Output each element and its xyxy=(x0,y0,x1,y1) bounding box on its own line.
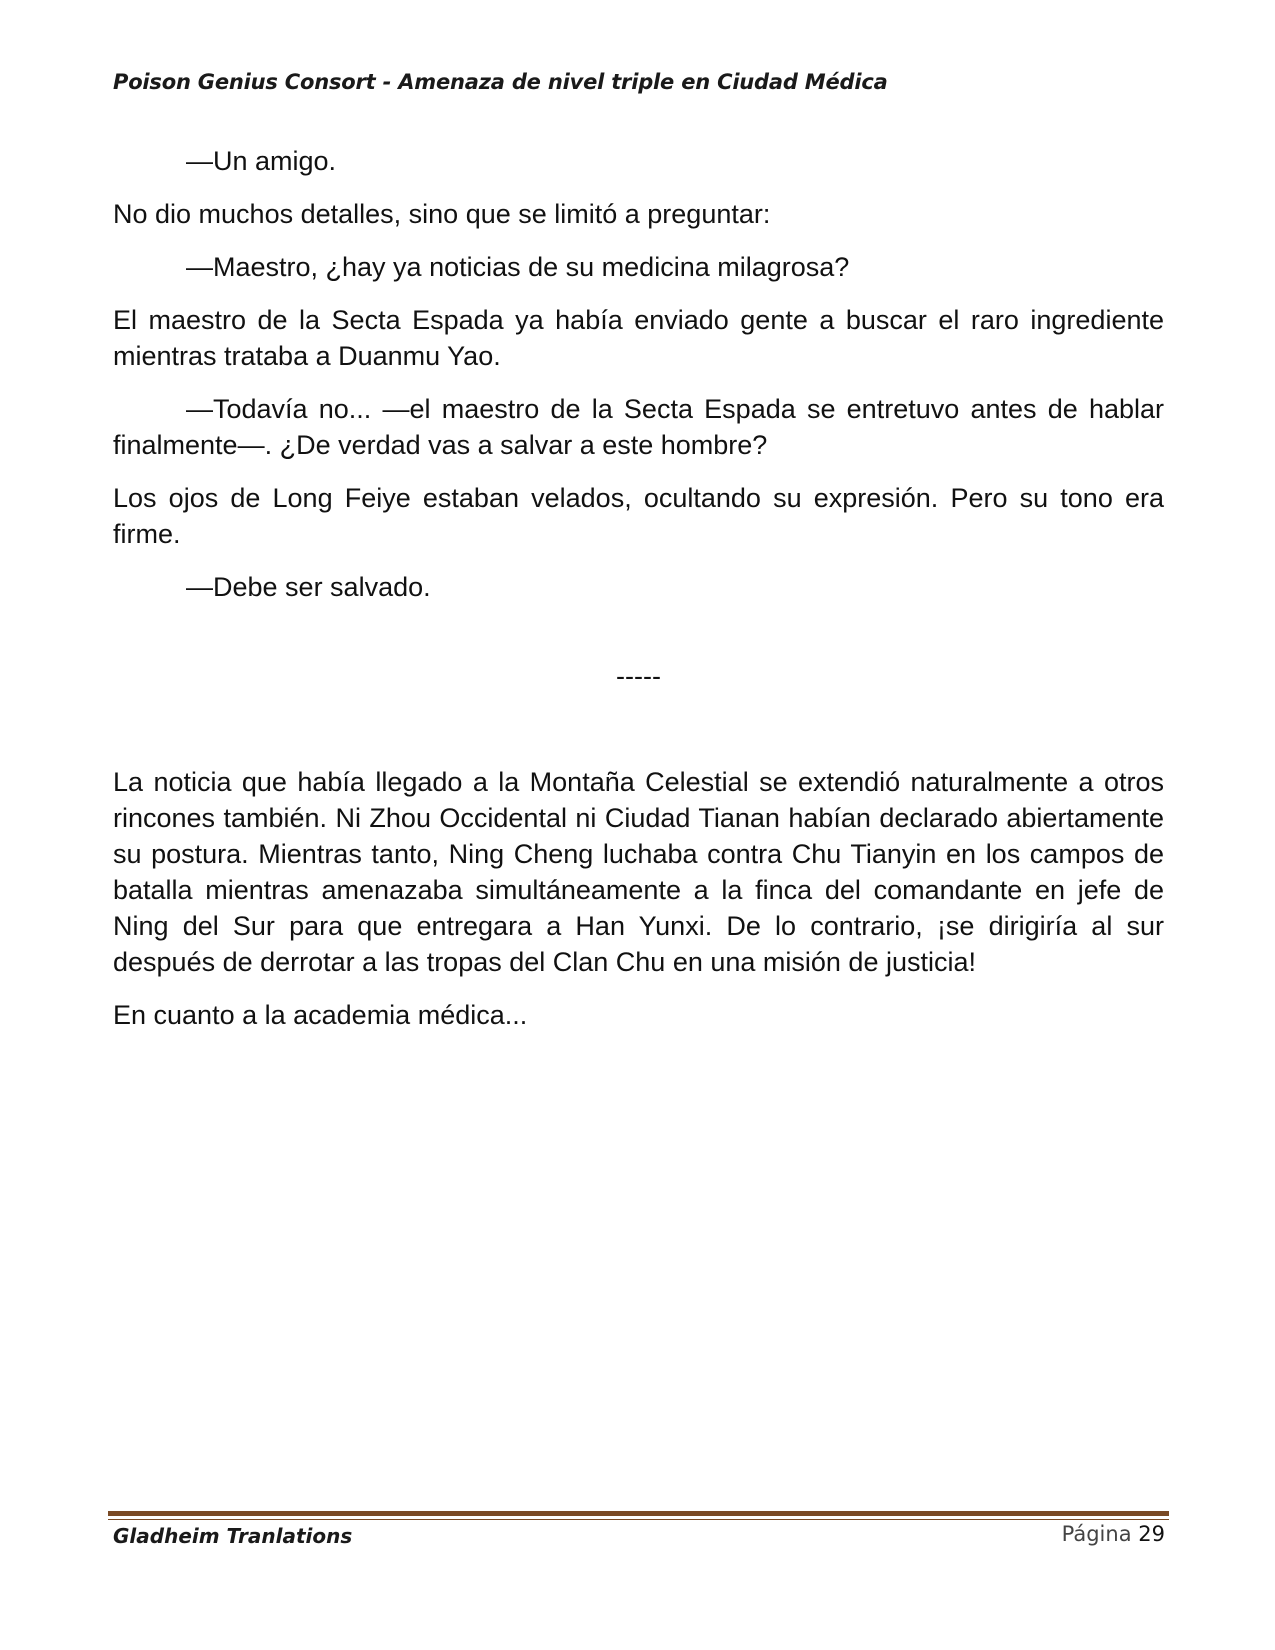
paragraph-3: —Maestro, ¿hay ya noticias de su medicina milagrosa? xyxy=(186,252,850,282)
paragraph-9: En cuanto a la academia médica... xyxy=(113,1000,528,1030)
page-number: 29 xyxy=(1138,1522,1165,1546)
page-label: Página xyxy=(1061,1522,1132,1546)
paragraph-6: Los ojos de Long Feiye estaban velados, ocultando su expresión. Pero su tono era firme. xyxy=(113,483,1164,549)
paragraph-2: No dio muchos detalles, sino que se limitó a preguntar: xyxy=(113,199,771,229)
paragraph-8: La noticia que había llegado a la Montaña Celestial se extendió naturalmente a otros rincones también. Ni Zhou Occidental ni Ciudad Tianan habían declarado abiertamente su postura. Mientras tanto, Ning Cheng luchaba contra Chu Tianyin en los campos de batalla mientras amenazaba simultáneamente a la finca del comandante en jefe de Ning del Sur para que entregara a Han Yunxi. De lo contrario, ¡se dirigiría al sur después de derrotar a las tropas del Clan Chu en una misión de justicia! xyxy=(113,767,1164,977)
paragraph-5: —Todavía no... —el maestro de la Secta Espada se entretuvo antes de hablar finalmente—. ¿De verdad vas a salvar a este hombre? xyxy=(113,394,1164,460)
paragraph-7: —Debe ser salvado. xyxy=(186,572,431,602)
page-header-title: Poison Genius Consort - Amenaza de nivel triple en Ciudad Médica xyxy=(113,70,888,94)
document-body xyxy=(113,143,1164,1050)
paragraph-1: —Un amigo. xyxy=(186,146,337,176)
footer-rule-thin xyxy=(108,1519,1169,1520)
footer-page-indicator xyxy=(1062,1522,1165,1546)
footer-rule-thick xyxy=(108,1511,1169,1516)
footer-publisher: Gladheim Tranlations xyxy=(113,1524,353,1548)
paragraph-4: El maestro de la Secta Espada ya había enviado gente a buscar el raro ingrediente mientras trataba a Duanmu Yao. xyxy=(113,305,1164,371)
scene-separator: ----- xyxy=(616,661,661,691)
